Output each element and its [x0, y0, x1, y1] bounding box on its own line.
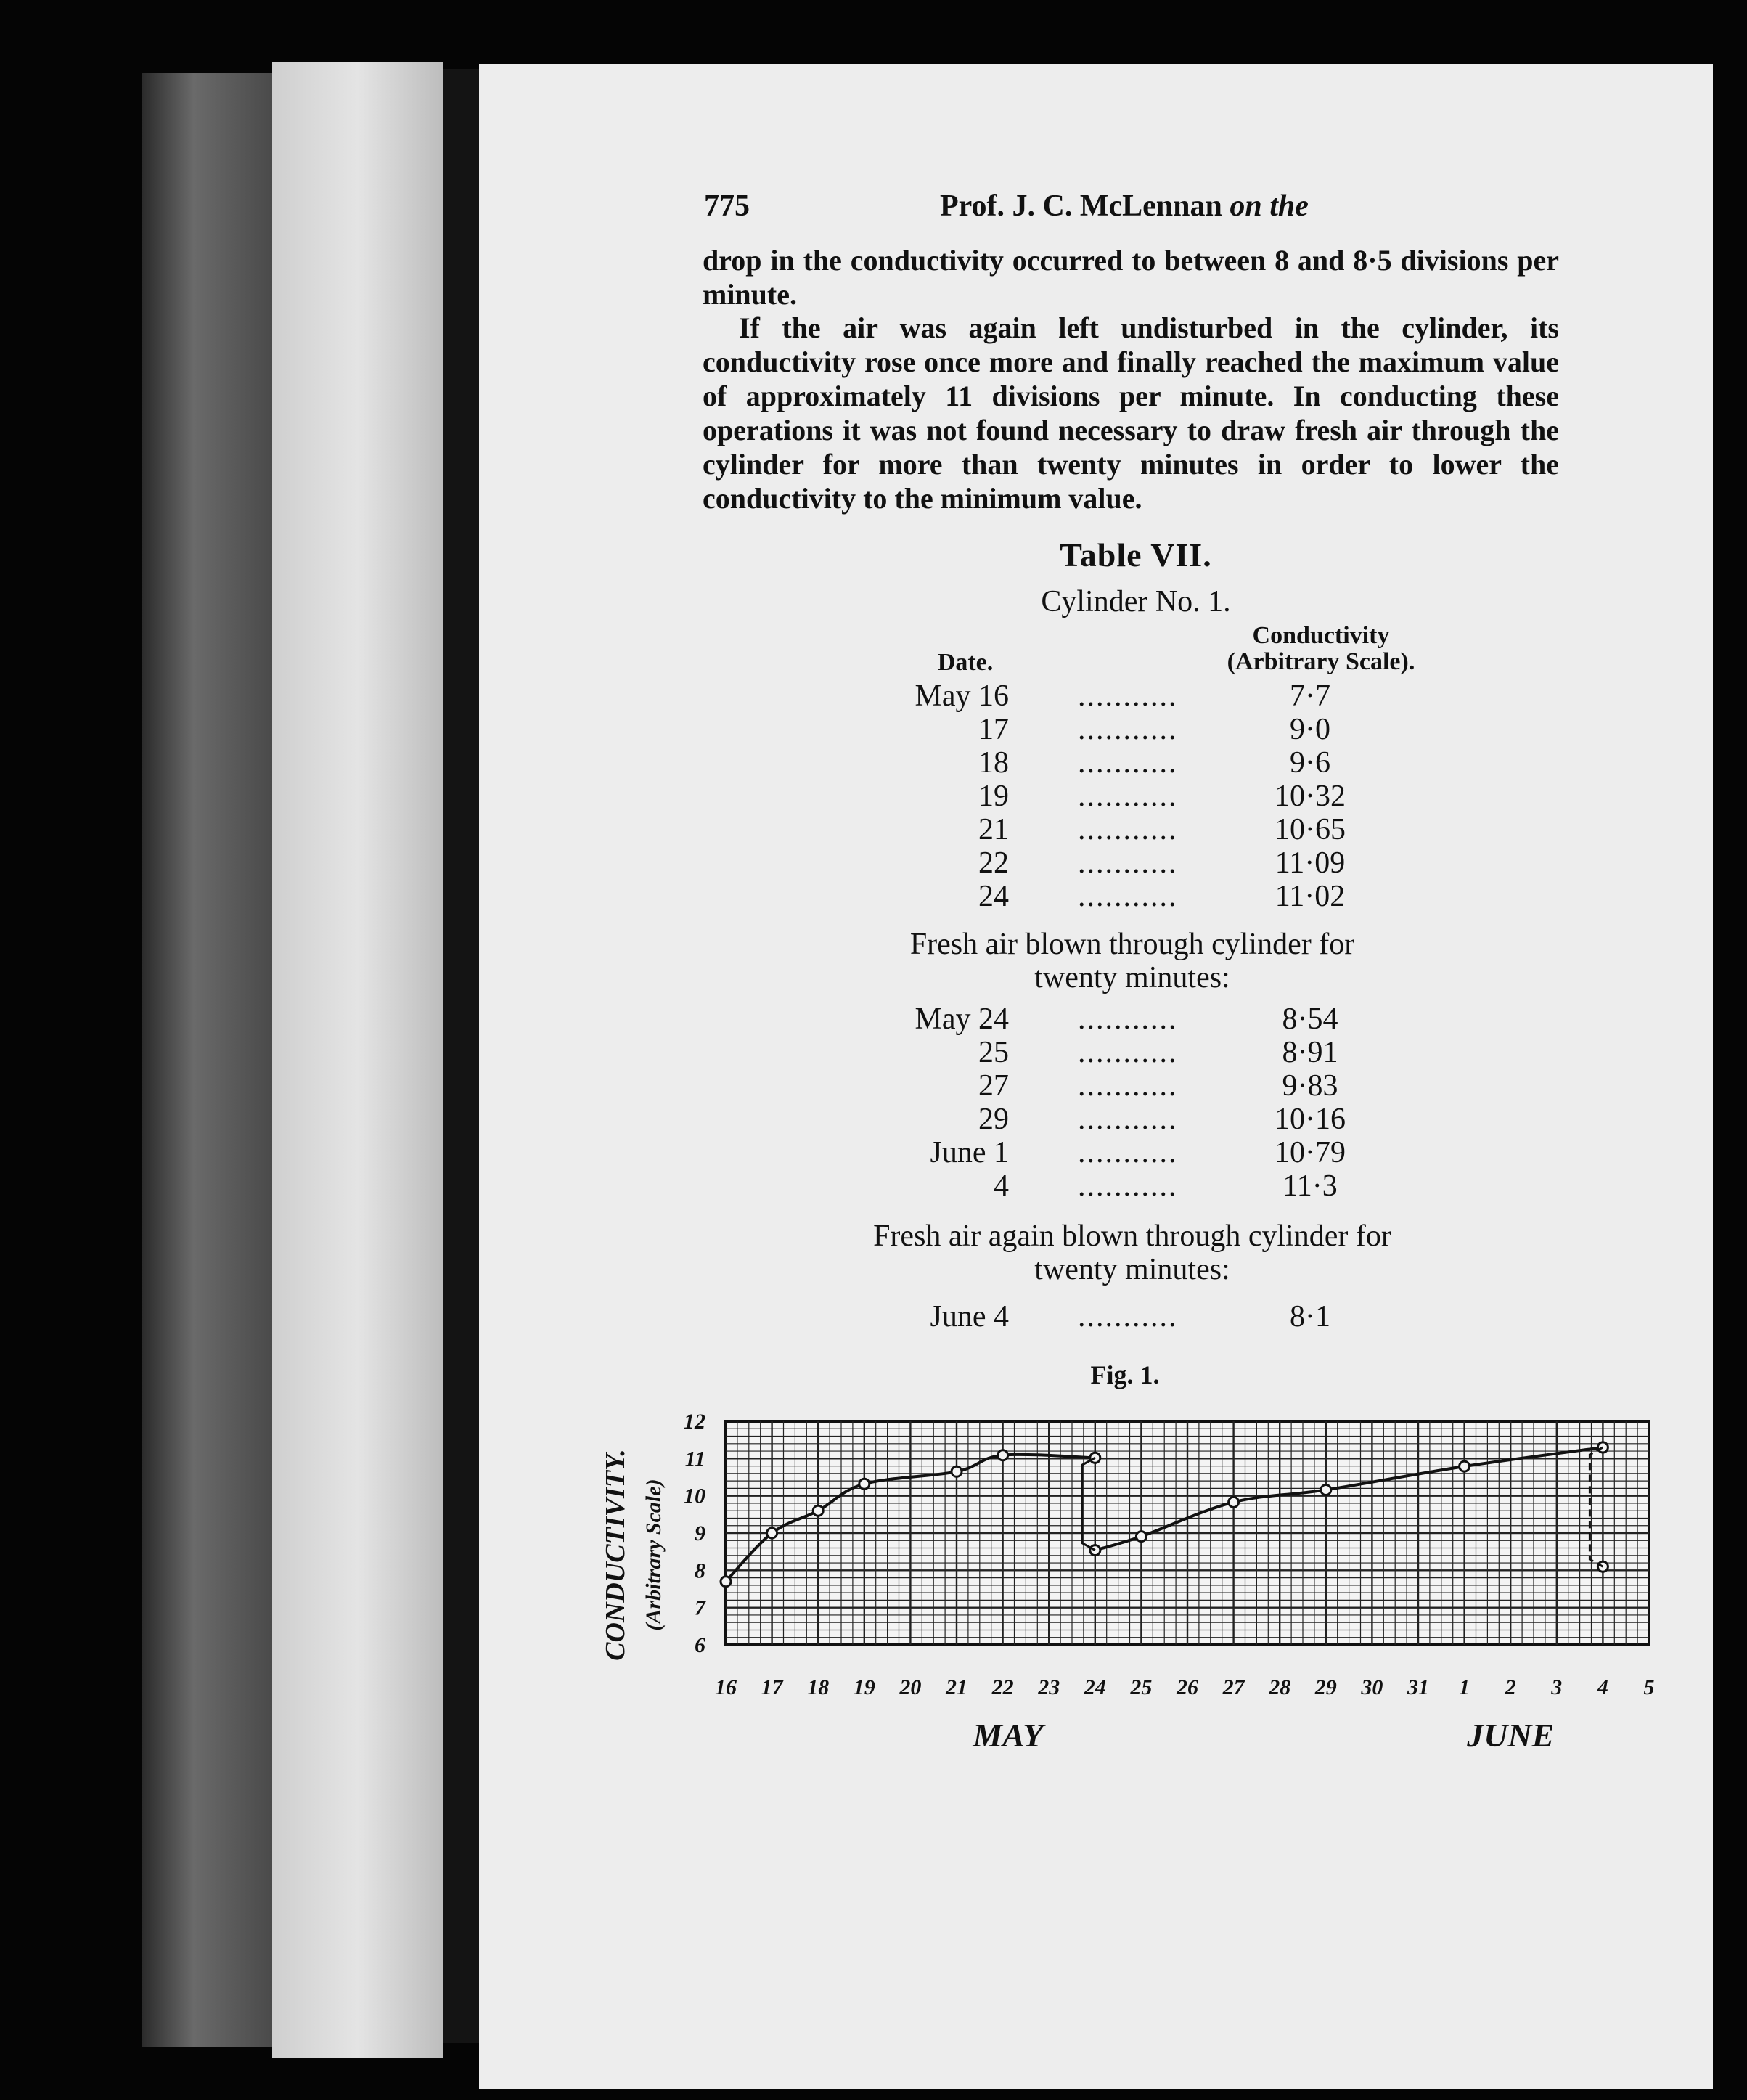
running-header: [704, 189, 1560, 232]
column-header-value: Conductivity (Arbitrary Scale).: [1227, 622, 1415, 675]
data-point: [859, 1479, 870, 1489]
row-date: 22: [978, 846, 1009, 880]
row-value: 9·0: [1290, 713, 1330, 746]
row-date: May 24: [915, 1002, 1009, 1036]
row-date: June 1: [930, 1136, 1009, 1169]
x-tick-label: 19: [853, 1675, 875, 1699]
data-point: [721, 1577, 731, 1587]
data-point: [998, 1450, 1008, 1460]
y-tick-label: 8: [695, 1558, 705, 1583]
table-subtitle: Cylinder No. 1.: [1041, 585, 1231, 618]
table-row: [864, 745, 1502, 779]
row-leader: ...........: [1078, 713, 1178, 746]
x-tick-label: 20: [899, 1675, 922, 1699]
table-row: [864, 1299, 1502, 1333]
x-tick-label: 2: [1505, 1675, 1516, 1699]
table-row: [864, 1169, 1502, 1202]
row-leader: ...........: [1078, 813, 1178, 846]
row-leader: ...........: [1078, 1300, 1178, 1333]
row-date: May 16: [915, 679, 1009, 713]
x-tick-label: 21: [946, 1675, 967, 1699]
y-tick-label: 10: [684, 1484, 705, 1508]
data-point: [1321, 1484, 1331, 1495]
x-tick-label: 31: [1407, 1675, 1429, 1699]
book-edge-dark: [142, 73, 272, 2047]
row-value: 11·3: [1282, 1169, 1338, 1203]
table-title: Table VII.: [1060, 536, 1212, 573]
y-tick-label: 11: [684, 1447, 705, 1471]
row-leader: ...........: [1078, 746, 1178, 780]
month-label: MAY: [973, 1717, 1044, 1754]
row-value: 10·32: [1275, 780, 1346, 813]
x-tick-label: 5: [1643, 1675, 1655, 1699]
row-value: 8·54: [1282, 1002, 1338, 1036]
row-value: 10·65: [1275, 813, 1346, 846]
row-leader: ...........: [1078, 880, 1178, 913]
row-date: 24: [978, 880, 1009, 913]
book-gutter: [443, 69, 479, 2043]
x-tick-label: 30: [1361, 1675, 1383, 1699]
y-tick-label: 12: [684, 1410, 705, 1434]
table-row: [864, 812, 1502, 846]
row-value: 10·79: [1275, 1136, 1346, 1169]
row-date: 29: [978, 1103, 1009, 1136]
page-number: 775: [704, 189, 750, 223]
row-date: 4: [994, 1169, 1009, 1203]
x-tick-label: 23: [1038, 1675, 1060, 1699]
table-row: [864, 1135, 1502, 1169]
row-leader: ...........: [1078, 846, 1178, 880]
x-tick-label: 28: [1269, 1675, 1291, 1699]
conductivity-chart: [581, 1394, 1669, 1829]
x-tick-label: 4: [1597, 1675, 1608, 1699]
data-point: [1090, 1453, 1100, 1463]
y-tick-label: 9: [695, 1521, 705, 1545]
figure-caption: Fig. 1.: [1090, 1360, 1160, 1389]
paragraph-2: If the air was again left undisturbed in the cylinder, its conductivity rose once more and finally reached the maximum value of approximately 11 divisions per minute. In conducting these operations it was not found necessary to draw fresh air through the cylinder for more than twenty minutes in order to lower the conductivity to the minimum value.: [703, 311, 1559, 515]
x-tick-label: 1: [1459, 1675, 1470, 1699]
row-value: 11·02: [1275, 880, 1346, 913]
data-point: [1229, 1497, 1239, 1507]
data-point: [1460, 1461, 1470, 1471]
row-date: 27: [978, 1069, 1009, 1103]
book-edge-pages: [272, 62, 443, 2058]
column-header-date: Date.: [937, 649, 994, 676]
row-date: 17: [978, 713, 1009, 746]
row-leader: ...........: [1078, 1036, 1178, 1069]
data-point: [1090, 1545, 1100, 1556]
table-row: [864, 879, 1502, 912]
x-tick-label: 3: [1551, 1675, 1563, 1699]
data-point: [813, 1505, 823, 1516]
row-value: 11·09: [1275, 846, 1346, 880]
table-note: Fresh air blown through cylinder for twenty minutes:: [909, 928, 1355, 994]
row-date: 25: [978, 1036, 1009, 1069]
x-tick-label: 17: [761, 1675, 783, 1699]
row-value: 8·91: [1282, 1036, 1338, 1069]
row-date: 19: [978, 780, 1009, 813]
table-note: Fresh air again blown through cylinder for twenty minutes:: [873, 1219, 1391, 1286]
row-leader: ...........: [1078, 1069, 1178, 1103]
table-row: [864, 779, 1502, 812]
y-tick-label: 7: [695, 1596, 705, 1620]
row-leader: ...........: [1078, 679, 1178, 713]
x-tick-label: 16: [715, 1675, 737, 1699]
y-axis-label: CONDUCTIVITY.: [600, 1449, 631, 1661]
x-tick-label: 27: [1222, 1675, 1245, 1699]
row-value: 8·1: [1290, 1300, 1330, 1333]
x-tick-label: 18: [807, 1675, 830, 1699]
table-row: [864, 679, 1502, 712]
data-point: [767, 1528, 777, 1538]
row-value: 9·6: [1290, 746, 1330, 780]
month-label: JUNE: [1467, 1717, 1555, 1754]
table-row: [864, 1035, 1502, 1069]
y-axis-sublabel: (Arbitrary Scale): [642, 1479, 666, 1631]
paragraph-1: drop in the conductivity occurred to between 8 and 8·5 divisions per minute.: [703, 244, 1559, 311]
table-row: [864, 1069, 1502, 1102]
x-tick-label: 25: [1130, 1675, 1153, 1699]
table-row: [864, 712, 1502, 745]
x-tick-label: 29: [1314, 1675, 1337, 1699]
data-point: [1136, 1532, 1146, 1542]
row-value: 7·7: [1290, 679, 1330, 713]
row-leader: ...........: [1078, 1136, 1178, 1169]
row-date: 21: [978, 813, 1009, 846]
row-leader: ...........: [1078, 1103, 1178, 1136]
row-leader: ...........: [1078, 780, 1178, 813]
x-tick-label: 24: [1084, 1675, 1106, 1699]
table-row: [864, 1002, 1502, 1035]
row-leader: ...........: [1078, 1002, 1178, 1036]
row-leader: ...........: [1078, 1169, 1178, 1203]
y-tick-label: 6: [695, 1633, 705, 1657]
x-tick-label: 26: [1177, 1675, 1198, 1699]
data-point: [952, 1466, 962, 1476]
row-value: 9·83: [1282, 1069, 1338, 1103]
table-row: [864, 846, 1502, 879]
x-tick-label: 22: [991, 1675, 1014, 1699]
row-value: 10·16: [1275, 1103, 1346, 1136]
row-date: 18: [978, 746, 1009, 780]
running-title: Prof. J. C. McLennan on the: [940, 189, 1309, 223]
table-row: [864, 1102, 1502, 1135]
row-date: June 4: [930, 1300, 1009, 1333]
